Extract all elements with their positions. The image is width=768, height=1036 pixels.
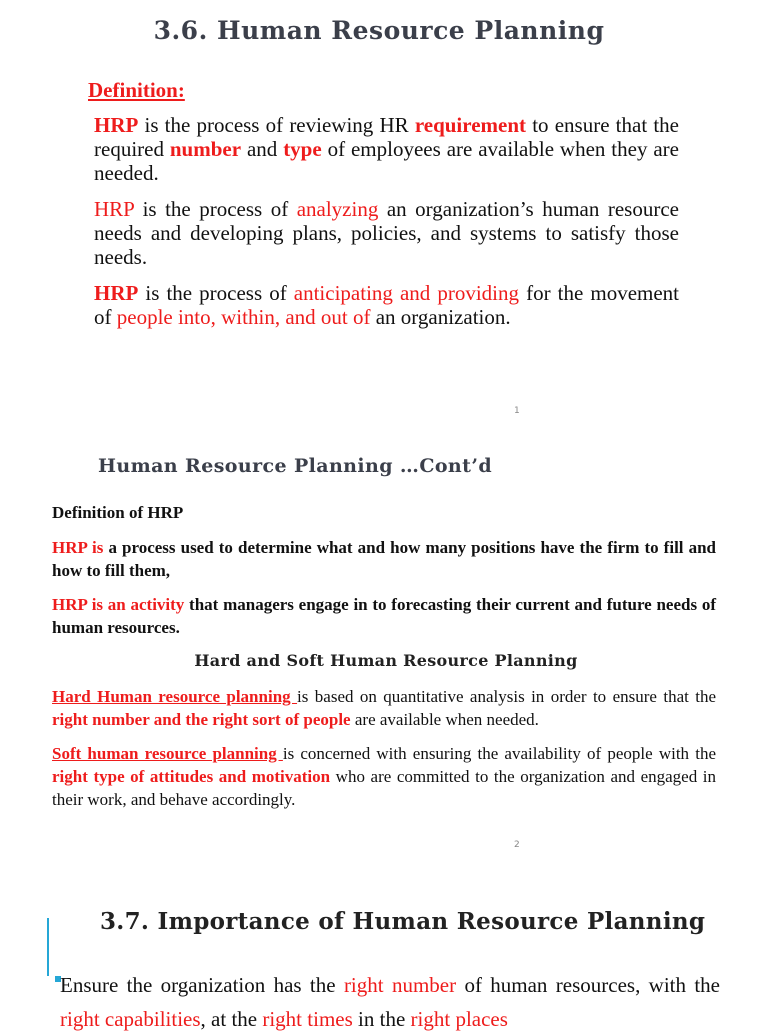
slide3-accent-line xyxy=(47,918,49,976)
text: that managers engage in to forecasting their current and future needs of human resources. xyxy=(52,595,716,637)
slide2-paragraph-2 xyxy=(52,593,716,639)
text: is based on quantitative analysis in order to ensure that the xyxy=(297,687,716,706)
hrp-is-term: HRP is xyxy=(52,538,104,557)
soft-hrp-label: Soft human resource planning xyxy=(52,744,283,763)
text: is the process of reviewing HR xyxy=(138,113,415,137)
hrp-term: HRP xyxy=(94,197,135,221)
number-term: number xyxy=(169,137,242,161)
analyzing-term: analyzing xyxy=(296,197,379,221)
slide3-title: 3.7. Importance of Human Resource Planning xyxy=(100,908,706,935)
soft-hrp-highlight: right type of attitudes and motivation xyxy=(52,767,331,786)
text: are available when needed. xyxy=(350,710,539,729)
anticipating-term: anticipating and providing xyxy=(293,281,520,305)
text: and xyxy=(241,137,284,161)
text: who are committed to the organization and engaged in their work, and behave accordingly. xyxy=(52,767,716,809)
slide1-paragraph-3 xyxy=(94,281,679,329)
hrp-term: HRP xyxy=(94,281,139,305)
text: , at the xyxy=(200,1007,263,1031)
hard-hrp-highlight: right number and the right sort of people xyxy=(52,710,351,729)
soft-hrp-paragraph xyxy=(52,742,716,811)
hard-hrp-paragraph xyxy=(52,685,716,731)
text: of human resources, with the xyxy=(456,973,721,997)
hard-hrp-label: Hard Human resource planning xyxy=(52,687,298,706)
definition-of-hrp-heading: Definition of HRP xyxy=(52,503,184,522)
hrp-term: HRP xyxy=(94,113,139,137)
requirement-term: requirement xyxy=(414,113,527,137)
text: a process used to determine what and how many positions have the firm to fill and how to fill them, xyxy=(52,538,716,580)
type-term: type xyxy=(283,137,322,161)
text: an organization. xyxy=(370,305,511,329)
text: to ensure that the required xyxy=(94,113,679,161)
definition-label: Definition: xyxy=(88,78,185,102)
text: for the movement of xyxy=(94,281,680,329)
text: in the xyxy=(352,1007,411,1031)
slide1-title: 3.6. Human Resource Planning xyxy=(153,16,605,45)
text: is concerned with ensuring the availability of people with the xyxy=(282,744,716,763)
right-times-term: right times xyxy=(262,1007,353,1031)
text: is the process of xyxy=(138,281,294,305)
page-number-1: 1 xyxy=(514,406,520,416)
text: of employees are available when they are needed. xyxy=(94,137,679,185)
text: Ensure the organization has the xyxy=(60,973,344,997)
page-number-2: 2 xyxy=(514,840,520,850)
right-capabilities-term: right capabilities xyxy=(60,1007,201,1031)
slide2-title: Human Resource Planning …Cont’d xyxy=(98,455,493,477)
slide3-bullet-1 xyxy=(60,968,720,1036)
hrp-activity-term: HRP is an activity xyxy=(52,595,185,614)
slide1-paragraph-1 xyxy=(94,113,679,185)
slide1-paragraph-2 xyxy=(94,197,679,269)
right-places-term: right places xyxy=(410,1007,508,1031)
text: is the process of xyxy=(134,197,297,221)
slide2-paragraph-1 xyxy=(52,536,716,582)
right-number-term: right number xyxy=(343,973,457,997)
hard-soft-subheading: Hard and Soft Human Resource Planning xyxy=(194,651,578,670)
people-term: people into, within, and out of xyxy=(116,305,371,329)
text: an organization’s human resource needs and developing plans, policies, and systems to satisfy those needs. xyxy=(94,197,679,269)
